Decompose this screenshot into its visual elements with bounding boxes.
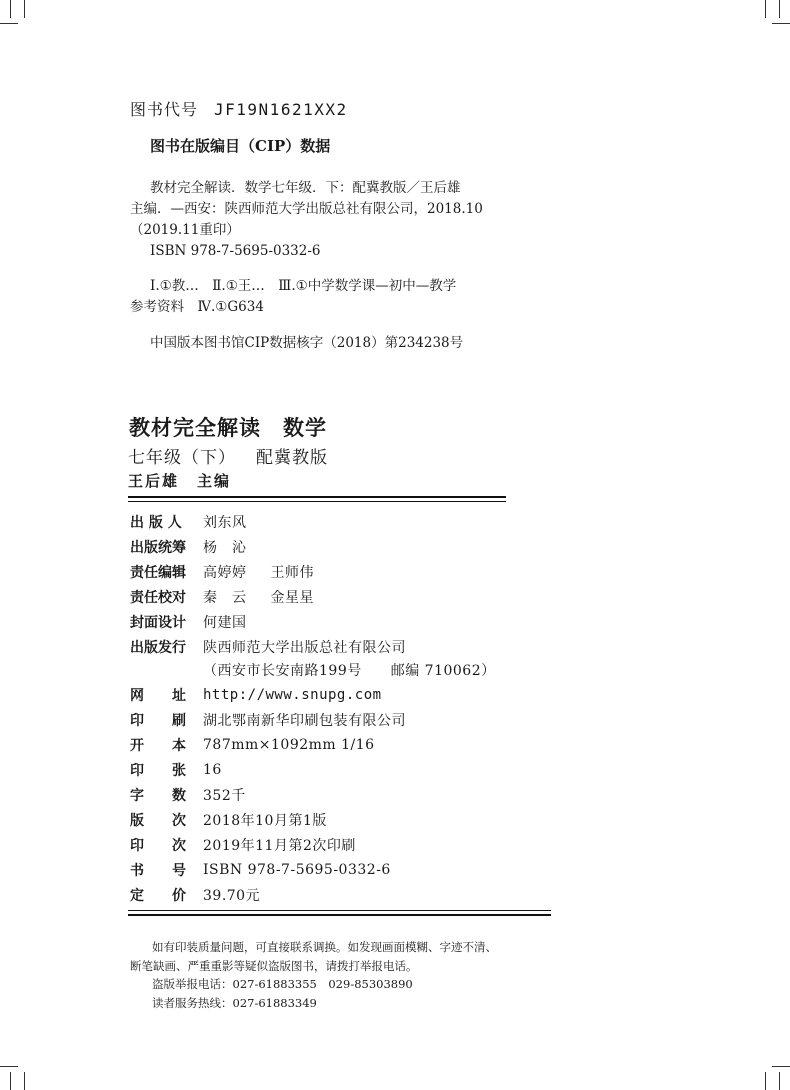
info-row-proofreaders (130, 587, 314, 607)
info-row-word-count (130, 785, 246, 805)
info-value: 2018年10月第1版 (203, 813, 327, 829)
cip-approval: 中国版本图书馆CIP数据核字（2018）第234238号 (150, 335, 464, 351)
cip-approval-block (130, 333, 510, 354)
book-code-label: 图书代号 (130, 100, 199, 119)
crop-mark-top-left-vertical-inner (24, 0, 25, 18)
cip-line: 主编．—西安：陕西师范大学出版总社有限公司，2018.10 (130, 201, 483, 217)
info-label: 印 刷 (130, 713, 186, 729)
info-label: 责任编辑 (130, 565, 186, 581)
info-row-distribution (130, 637, 406, 657)
info-label: 版 次 (130, 813, 186, 829)
info-row-editors (130, 562, 314, 582)
cip-subject-line: Ⅰ.①教… Ⅱ.①王… Ⅲ.①中学数学课—初中—教学 (150, 278, 457, 294)
info-value: 2019年11月第2次印刷 (203, 838, 356, 854)
info-row-website (130, 685, 382, 705)
info-row-coordinator (130, 537, 247, 557)
info-value: http://www.snupg.com (203, 687, 382, 703)
info-row-edition (130, 810, 327, 830)
info-label: 出 版 人 (130, 515, 182, 531)
crop-mark-bottom-right-horizontal (772, 1066, 790, 1067)
info-value: 杨 沁 (203, 540, 247, 556)
info-value: ISBN 978-7-5695-0332-6 (203, 862, 391, 878)
crop-mark-top-right-horizontal (772, 23, 790, 24)
info-value: 39.70元 (203, 888, 261, 904)
crop-mark-bottom-right-vertical-inner (779, 1072, 780, 1090)
info-value: 湖北鄂南新华印刷包装有限公司 (203, 713, 406, 729)
crop-mark-bottom-left-vertical (10, 1072, 11, 1090)
rule-bottom-thin (128, 910, 551, 911)
info-row-price (130, 885, 260, 905)
info-label: 责任校对 (130, 590, 186, 606)
book-code (130, 97, 348, 120)
info-label: 出版发行 (130, 640, 186, 656)
info-value-secondary: 王师伟 (270, 565, 314, 581)
info-row-publisher-person (130, 512, 247, 532)
cip-record (130, 178, 510, 262)
book-editor (128, 470, 231, 491)
rule-top-thick (128, 496, 506, 498)
editor-name: 王后雄 (128, 472, 180, 490)
crop-mark-bottom-left-horizontal (0, 1066, 18, 1067)
cip-subjects (130, 276, 510, 318)
cip-line: （2019.11重印） (130, 222, 240, 238)
crop-mark-bottom-left-vertical-inner (24, 1072, 25, 1090)
crop-mark-top-right-vertical-inner (779, 0, 780, 18)
info-row-isbn (130, 860, 391, 880)
cip-subject-line: 参考资料 Ⅳ.①G634 (130, 299, 264, 315)
info-row-cover-design (130, 612, 247, 632)
piracy-hotline: 盗版举报电话：027-61883355 029-85303890 (152, 977, 413, 991)
cip-line: ISBN 978-7-5695-0332-6 (150, 243, 321, 259)
notice-block (130, 938, 550, 1012)
rule-bottom-thick (128, 914, 551, 916)
crop-mark-top-right-vertical (765, 0, 766, 18)
info-label: 印 张 (130, 763, 186, 779)
info-row-sheets (130, 760, 222, 780)
book-subject: 数学 (283, 415, 327, 440)
info-row-printer (130, 710, 406, 730)
info-label: 开 本 (130, 738, 186, 754)
info-value: 16 (203, 762, 222, 778)
info-value: 高婷婷 (203, 565, 247, 581)
book-title (129, 412, 327, 442)
editor-role: 主编 (197, 472, 232, 490)
notice-line: 如有印装质量问题，可直接联系调换。如发现画面模糊、字迹不清、 (152, 940, 497, 954)
book-title-main: 教材完全解读 (129, 415, 261, 440)
info-value: 352千 (203, 788, 246, 804)
service-hotline: 读者服务热线：027-61883349 (152, 995, 317, 1010)
publisher-address: （西安市长安南路199号 邮编 710062） (203, 663, 496, 679)
info-label: 网 址 (130, 688, 186, 704)
book-subtitle (128, 443, 328, 468)
cip-line: 教材完全解读．数学七年级．下：配冀教版／王后雄 (150, 180, 461, 196)
book-code-value: JF19N1621XX2 (214, 100, 348, 119)
rule-top-thin (128, 501, 506, 502)
crop-mark-top-left-horizontal (0, 23, 18, 24)
notice-line: 断笔缺画、严重重影等疑似盗版图书，请拨打举报电话。 (130, 958, 418, 973)
info-row-format (130, 735, 375, 755)
info-value: 刘东风 (203, 515, 247, 531)
crop-mark-top-left-vertical (10, 0, 11, 18)
info-value: 787mm×1092mm 1/16 (203, 737, 375, 753)
info-value: 陕西师范大学出版总社有限公司 (203, 640, 406, 656)
cip-title: 图书在版编目（CIP）数据 (150, 137, 331, 155)
info-row-impression (130, 835, 356, 855)
info-label: 字 数 (130, 788, 186, 804)
info-label: 定 价 (130, 888, 186, 904)
book-grade: 七年级（下） (128, 448, 236, 468)
book-edition: 配冀教版 (256, 448, 328, 468)
info-label: 书 号 (130, 863, 186, 879)
crop-mark-bottom-right-vertical (765, 1072, 766, 1090)
info-value: 秦 云 (203, 590, 247, 606)
info-label: 出版统筹 (130, 540, 186, 556)
info-value: 何建国 (203, 615, 247, 631)
info-value-secondary: 金星星 (270, 590, 314, 606)
info-label: 封面设计 (130, 615, 186, 631)
info-label: 印 次 (130, 838, 186, 854)
